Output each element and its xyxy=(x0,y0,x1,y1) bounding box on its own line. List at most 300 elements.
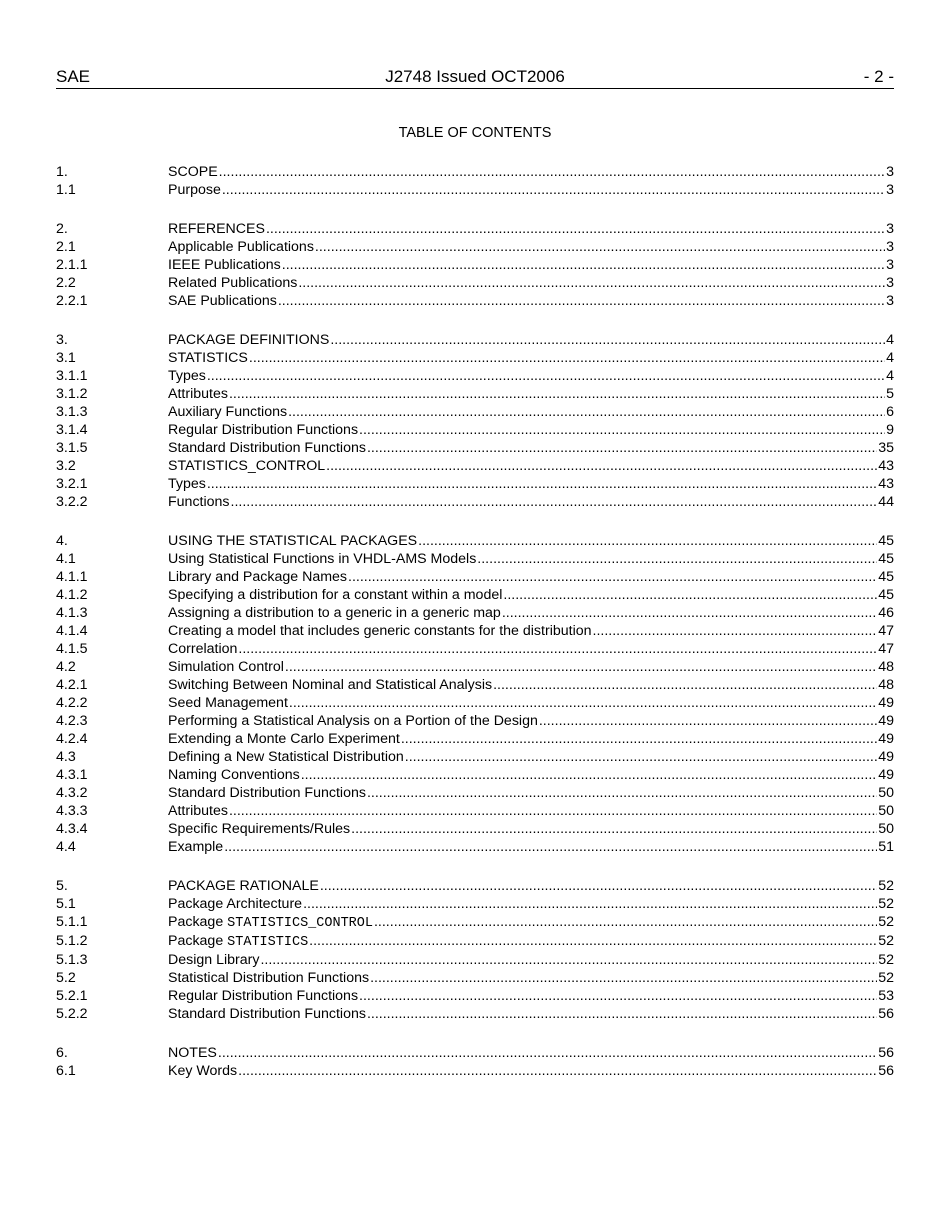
toc-page-number: 49 xyxy=(878,713,894,729)
toc-section xyxy=(56,163,894,199)
toc-dot-leader xyxy=(303,895,877,913)
toc-page-number: 35 xyxy=(878,440,894,456)
toc-page-number: 6 xyxy=(886,404,894,420)
toc-entry[interactable] xyxy=(56,586,894,604)
toc-entry-title xyxy=(168,220,265,238)
toc-entry-title xyxy=(168,550,476,568)
toc-section-number: 3.2 xyxy=(56,458,76,474)
toc-entry-line xyxy=(168,1062,894,1080)
toc-dot-leader xyxy=(238,1062,877,1080)
toc-section-number: 3.1.1 xyxy=(56,368,88,384)
toc-entry-line xyxy=(168,274,894,292)
toc-entry-title xyxy=(168,457,325,475)
toc-entry[interactable] xyxy=(56,838,894,856)
toc-dot-leader xyxy=(207,475,877,493)
toc-page-number: 45 xyxy=(878,551,894,567)
toc-dot-leader xyxy=(266,220,885,238)
toc-dot-leader xyxy=(278,292,885,310)
toc-page-number: 3 xyxy=(886,221,894,237)
toc-entry[interactable] xyxy=(56,748,894,766)
toc-page-number: 56 xyxy=(878,1006,894,1022)
toc-dot-leader xyxy=(330,331,885,349)
toc-section-number: 5.2.1 xyxy=(56,988,88,1004)
toc-section-number: 4.3 xyxy=(56,749,76,765)
toc-section-number: 4.3.3 xyxy=(56,803,88,819)
toc-section-number: 3. xyxy=(56,332,68,348)
toc-entry-title-text: Design Library xyxy=(168,952,260,968)
toc-section-number: 1. xyxy=(56,164,68,180)
toc-entry-title xyxy=(168,604,501,622)
toc-entry-line xyxy=(168,748,894,766)
toc-entry-title-text: Specifying a distribution for a constant within a model xyxy=(168,587,503,603)
toc-entry[interactable] xyxy=(56,385,894,403)
toc-entry-title-text: NOTES xyxy=(168,1045,217,1061)
toc-entry[interactable] xyxy=(56,1044,894,1062)
toc-dot-leader xyxy=(282,256,885,274)
toc-page-number: 50 xyxy=(878,785,894,801)
toc-section-number: 4.2.4 xyxy=(56,731,88,747)
toc-page-number: 52 xyxy=(878,952,894,968)
toc-page-number: 49 xyxy=(878,695,894,711)
toc-entry-title-text: PACKAGE RATIONALE xyxy=(168,878,319,894)
toc-entry[interactable] xyxy=(56,493,894,511)
toc-entry-line xyxy=(168,181,894,199)
toc-entry-title-text: Standard Distribution Functions xyxy=(168,785,366,801)
toc-entry-line xyxy=(168,403,894,421)
toc-entry-title xyxy=(168,951,259,969)
toc-entry[interactable] xyxy=(56,568,894,586)
toc-dot-leader xyxy=(249,349,885,367)
toc-page-number: 47 xyxy=(878,623,894,639)
toc-section-number: 6.1 xyxy=(56,1063,76,1079)
toc-entry[interactable] xyxy=(56,932,894,951)
toc-page-number: 50 xyxy=(878,821,894,837)
toc-entry-line xyxy=(168,367,894,385)
toc-section-number: 3.1 xyxy=(56,350,76,366)
toc-entry-title-text: Attributes xyxy=(168,803,228,819)
toc-dot-leader xyxy=(326,457,877,475)
toc-entry-title-text: Correlation xyxy=(168,641,238,657)
toc-entry-title xyxy=(168,367,206,385)
toc-dot-leader xyxy=(218,1044,877,1062)
header-organization: SAE xyxy=(56,67,91,86)
toc-entry-title xyxy=(168,838,223,856)
toc-entry-line xyxy=(168,658,894,676)
toc-entry-line xyxy=(168,163,894,181)
toc-section xyxy=(56,220,894,310)
toc-entry-title-text: Standard Distribution Functions xyxy=(168,440,366,456)
toc-entry[interactable] xyxy=(56,640,894,658)
toc-dot-leader xyxy=(374,913,877,931)
toc-entry[interactable] xyxy=(56,951,894,969)
toc-section-number: 5.1.3 xyxy=(56,952,88,968)
toc-dot-leader xyxy=(418,532,877,550)
toc-entry[interactable] xyxy=(56,439,894,457)
toc-entry-title-text: Package xyxy=(168,933,228,949)
toc-entry-line xyxy=(168,932,894,952)
toc-entry[interactable] xyxy=(56,712,894,730)
toc-entry[interactable] xyxy=(56,877,894,895)
toc-page-number: 52 xyxy=(878,970,894,986)
toc-entry[interactable] xyxy=(56,969,894,987)
toc-entry-line xyxy=(168,676,894,694)
toc-entry-line xyxy=(168,951,894,969)
toc-page-number: 52 xyxy=(878,914,894,930)
toc-page-number: 3 xyxy=(886,182,894,198)
toc-entry[interactable] xyxy=(56,457,894,475)
toc-entry-line xyxy=(168,532,894,550)
toc-entry-line xyxy=(168,766,894,784)
toc-entry-title-text: STATISTICS xyxy=(168,350,248,366)
toc-entry-title-text: USING THE STATISTICAL PACKAGES xyxy=(168,533,418,549)
toc-entry-title-text: Statistical Distribution Functions xyxy=(168,970,370,986)
toc-dot-leader xyxy=(222,181,885,199)
toc-entry-title-text: Package xyxy=(168,914,228,930)
toc-entry-title-text: Example xyxy=(168,839,224,855)
toc-entry-line xyxy=(168,820,894,838)
toc-entry-title-text: Performing a Statistical Analysis on a Portion of the Design xyxy=(168,713,538,729)
toc-entry-title xyxy=(168,493,230,511)
toc-entry-line xyxy=(168,895,894,913)
toc-entry-title xyxy=(168,820,350,838)
toc-entry-title-text: Applicable Publications xyxy=(168,239,314,255)
toc-entry[interactable] xyxy=(56,913,894,932)
toc-entry-title xyxy=(168,586,502,604)
toc-dot-leader xyxy=(207,367,885,385)
toc-entry-title xyxy=(168,532,417,550)
toc-entry-title xyxy=(168,766,300,784)
toc-entry-title-text: Assigning a distribution to a generic in a generic map xyxy=(168,605,501,621)
table-of-contents xyxy=(56,163,894,1101)
toc-entry-title-text: Regular Distribution Functions xyxy=(168,988,359,1004)
toc-section-number: 4.3.1 xyxy=(56,767,88,783)
toc-dot-leader xyxy=(367,1005,877,1023)
toc-entry[interactable] xyxy=(56,256,894,274)
toc-page-number: 56 xyxy=(878,1063,894,1079)
toc-page-number: 50 xyxy=(878,803,894,819)
toc-entry-line xyxy=(168,439,894,457)
toc-entry-title xyxy=(168,932,308,952)
toc-dot-leader xyxy=(351,820,877,838)
toc-entry[interactable] xyxy=(56,292,894,310)
toc-entry-line xyxy=(168,604,894,622)
toc-entry[interactable] xyxy=(56,163,894,181)
toc-page-number: 48 xyxy=(878,677,894,693)
toc-entry[interactable] xyxy=(56,987,894,1005)
toc-dot-leader xyxy=(503,586,877,604)
toc-entry[interactable] xyxy=(56,895,894,913)
toc-entry[interactable] xyxy=(56,1005,894,1023)
toc-page-number: 51 xyxy=(878,839,894,855)
toc-entry-title xyxy=(168,748,404,766)
toc-page-number: 52 xyxy=(878,896,894,912)
toc-entry-code: STATISTICS xyxy=(227,935,309,950)
toc-dot-leader xyxy=(405,748,877,766)
toc-entry[interactable] xyxy=(56,331,894,349)
toc-entry-line xyxy=(168,256,894,274)
toc-dot-leader xyxy=(477,550,877,568)
toc-entry[interactable] xyxy=(56,238,894,256)
toc-section-number: 5. xyxy=(56,878,68,894)
toc-dot-leader xyxy=(401,730,877,748)
toc-section-number: 2.1 xyxy=(56,239,76,255)
toc-entry-title xyxy=(168,895,302,913)
toc-section-number: 5.1 xyxy=(56,896,76,912)
toc-entry-title-text: Purpose xyxy=(168,182,221,198)
toc-dot-leader xyxy=(229,802,877,820)
toc-entry-title xyxy=(168,640,237,658)
toc-entry-title-text: Types xyxy=(168,368,206,384)
toc-entry-title-text: Functions xyxy=(168,494,230,510)
toc-page-number: 9 xyxy=(886,422,894,438)
toc-entry[interactable] xyxy=(56,802,894,820)
page-header xyxy=(56,66,894,89)
toc-section-number: 5.2 xyxy=(56,970,76,986)
toc-dot-leader xyxy=(298,274,885,292)
toc-section-number: 4.1 xyxy=(56,551,76,567)
toc-dot-leader xyxy=(370,969,877,987)
toc-entry[interactable] xyxy=(56,220,894,238)
toc-page-number: 4 xyxy=(886,332,894,348)
toc-section-number: 3.1.5 xyxy=(56,440,88,456)
toc-page-number: 3 xyxy=(886,293,894,309)
header-page-number: - 2 - xyxy=(863,67,894,86)
toc-entry-title xyxy=(168,658,284,676)
toc-entry-title-text: Switching Between Nominal and Statistical Analysis xyxy=(168,677,493,693)
toc-entry-title-text: Standard Distribution Functions xyxy=(168,1006,366,1022)
toc-entry-title-text: Using Statistical Functions in VHDL-AMS Models xyxy=(168,551,477,567)
toc-entry-title-text: Defining a New Statistical Distribution xyxy=(168,749,404,765)
toc-entry-line xyxy=(168,913,894,933)
toc-entry[interactable] xyxy=(56,274,894,292)
toc-dot-leader xyxy=(260,951,877,969)
toc-entry-title xyxy=(168,622,592,640)
toc-dot-leader xyxy=(593,622,878,640)
toc-entry-title xyxy=(168,730,400,748)
toc-entry-line xyxy=(168,838,894,856)
toc-page-number: 47 xyxy=(878,641,894,657)
toc-entry-title xyxy=(168,292,277,310)
toc-section xyxy=(56,532,894,856)
toc-entry-title-text: REFERENCES xyxy=(168,221,265,237)
toc-entry-title xyxy=(168,1044,217,1062)
toc-section-number: 1.1 xyxy=(56,182,76,198)
toc-page-number: 45 xyxy=(878,533,894,549)
toc-entry-title-text: PACKAGE DEFINITIONS xyxy=(168,332,330,348)
toc-entry-line xyxy=(168,877,894,895)
toc-page-number: 3 xyxy=(886,239,894,255)
toc-entry[interactable] xyxy=(56,349,894,367)
toc-section-number: 4.2.2 xyxy=(56,695,88,711)
toc-entry-line xyxy=(168,493,894,511)
toc-entry-line xyxy=(168,987,894,1005)
toc-page-number: 45 xyxy=(878,569,894,585)
toc-page-number: 48 xyxy=(878,659,894,675)
toc-entry-title xyxy=(168,421,358,439)
toc-entry-title xyxy=(168,694,288,712)
toc-entry-line xyxy=(168,457,894,475)
toc-entry-line xyxy=(168,421,894,439)
toc-page-number: 3 xyxy=(886,257,894,273)
toc-entry[interactable] xyxy=(56,181,894,199)
toc-entry-title-text: STATISTICS_CONTROL xyxy=(168,458,326,474)
toc-entry-title-text: Extending a Monte Carlo Experiment xyxy=(168,731,400,747)
toc-entry-line xyxy=(168,622,894,640)
toc-page-number: 49 xyxy=(878,731,894,747)
toc-entry-title-text: Regular Distribution Functions xyxy=(168,422,359,438)
toc-entry[interactable] xyxy=(56,532,894,550)
toc-dot-leader xyxy=(493,676,877,694)
toc-entry-line xyxy=(168,640,894,658)
toc-section-number: 2.2 xyxy=(56,275,76,291)
toc-entry-title xyxy=(168,1062,237,1080)
toc-entry-title-text: Types xyxy=(168,476,206,492)
toc-entry-line xyxy=(168,1044,894,1062)
toc-entry[interactable] xyxy=(56,694,894,712)
toc-entry-line xyxy=(168,475,894,493)
toc-entry-line xyxy=(168,568,894,586)
toc-entry-title xyxy=(168,1005,366,1023)
toc-entry-title-text: Simulation Control xyxy=(168,659,284,675)
toc-entry[interactable] xyxy=(56,403,894,421)
toc-section-number: 4. xyxy=(56,533,68,549)
toc-entry-title xyxy=(168,784,366,802)
toc-entry-line xyxy=(168,694,894,712)
toc-entry-title-text: Key Words xyxy=(168,1063,238,1079)
toc-entry-line xyxy=(168,784,894,802)
toc-page-number: 43 xyxy=(878,476,894,492)
toc-section xyxy=(56,1044,894,1080)
toc-dot-leader xyxy=(320,877,877,895)
toc-page-number: 46 xyxy=(878,605,894,621)
toc-entry-title-text: Package Architecture xyxy=(168,896,303,912)
toc-entry-title xyxy=(168,568,347,586)
toc-entry[interactable] xyxy=(56,730,894,748)
toc-section-number: 3.1.2 xyxy=(56,386,88,402)
toc-page-number: 49 xyxy=(878,749,894,765)
toc-page-number: 44 xyxy=(878,494,894,510)
toc-section-number: 3.1.4 xyxy=(56,422,88,438)
toc-dot-leader xyxy=(238,640,877,658)
toc-entry[interactable] xyxy=(56,367,894,385)
toc-page-number: 3 xyxy=(886,275,894,291)
toc-section-number: 2.2.1 xyxy=(56,293,88,309)
toc-entry-line xyxy=(168,586,894,604)
toc-entry-title xyxy=(168,987,358,1005)
toc-entry-title-text: Related Publications xyxy=(168,275,298,291)
toc-section-number: 4.1.4 xyxy=(56,623,88,639)
toc-page-number: 3 xyxy=(886,164,894,180)
toc-section-number: 2. xyxy=(56,221,68,237)
toc-section-number: 4.1.2 xyxy=(56,587,88,603)
toc-entry[interactable] xyxy=(56,676,894,694)
toc-section-number: 4.1.3 xyxy=(56,605,88,621)
toc-entry-line xyxy=(168,730,894,748)
toc-dot-leader xyxy=(229,385,885,403)
toc-section-number: 4.3.2 xyxy=(56,785,88,801)
toc-dot-leader xyxy=(301,766,878,784)
toc-section-number: 3.1.3 xyxy=(56,404,88,420)
toc-entry-line xyxy=(168,238,894,256)
toc-page-number: 49 xyxy=(878,767,894,783)
toc-entry-title xyxy=(168,181,221,199)
toc-section xyxy=(56,331,894,511)
toc-entry-line xyxy=(168,1005,894,1023)
toc-entry-title xyxy=(168,802,228,820)
toc-dot-leader xyxy=(309,932,877,950)
toc-page-number: 4 xyxy=(886,350,894,366)
header-document-id: J2748 Issued OCT2006 xyxy=(385,67,565,86)
toc-entry-title-text: SCOPE xyxy=(168,164,218,180)
toc-entry[interactable] xyxy=(56,1062,894,1080)
toc-entry-title-text: IEEE Publications xyxy=(168,257,281,273)
toc-entry-code: STATISTICS_CONTROL xyxy=(227,916,373,931)
toc-dot-leader xyxy=(224,838,877,856)
toc-entry-title xyxy=(168,969,369,987)
toc-dot-leader xyxy=(231,493,878,511)
toc-section-number: 4.2.1 xyxy=(56,677,88,693)
toc-dot-leader xyxy=(285,658,877,676)
toc-dot-leader xyxy=(367,439,877,457)
toc-entry-title-text: Auxiliary Functions xyxy=(168,404,288,420)
toc-entry-title xyxy=(168,475,206,493)
toc-entry-title xyxy=(168,913,373,933)
toc-section-number: 4.4 xyxy=(56,839,76,855)
toc-section-number: 4.2 xyxy=(56,659,76,675)
toc-entry-title xyxy=(168,403,287,421)
toc-entry[interactable] xyxy=(56,550,894,568)
toc-entry-title xyxy=(168,439,366,457)
toc-dot-leader xyxy=(289,694,877,712)
toc-entry[interactable] xyxy=(56,622,894,640)
toc-dot-leader xyxy=(315,238,885,256)
toc-section-number: 4.3.4 xyxy=(56,821,88,837)
toc-entry[interactable] xyxy=(56,784,894,802)
toc-entry-title-text: SAE Publications xyxy=(168,293,277,309)
toc-entry[interactable] xyxy=(56,475,894,493)
toc-dot-leader xyxy=(539,712,877,730)
toc-section-number: 4.2.3 xyxy=(56,713,88,729)
toc-entry-line xyxy=(168,331,894,349)
toc-entry[interactable] xyxy=(56,658,894,676)
toc-section-number: 6. xyxy=(56,1045,68,1061)
toc-entry[interactable] xyxy=(56,421,894,439)
toc-page-number: 52 xyxy=(878,933,894,949)
toc-entry-title-text: Library and Package Names xyxy=(168,569,348,585)
toc-entry-title xyxy=(168,163,218,181)
toc-section-number: 3.2.2 xyxy=(56,494,88,510)
toc-entry[interactable] xyxy=(56,766,894,784)
toc-entry-line xyxy=(168,802,894,820)
toc-page-number: 45 xyxy=(878,587,894,603)
toc-section-number: 5.1.2 xyxy=(56,933,88,949)
toc-entry-line xyxy=(168,550,894,568)
toc-entry[interactable] xyxy=(56,820,894,838)
toc-entry[interactable] xyxy=(56,604,894,622)
toc-section-number: 3.2.1 xyxy=(56,476,88,492)
toc-dot-leader xyxy=(348,568,877,586)
toc-entry-title-text: Seed Management xyxy=(168,695,288,711)
toc-page-number: 56 xyxy=(878,1045,894,1061)
toc-dot-leader xyxy=(219,163,885,181)
toc-entry-title xyxy=(168,238,314,256)
toc-section-number: 2.1.1 xyxy=(56,257,88,273)
toc-section-number: 4.1.1 xyxy=(56,569,88,585)
toc-entry-title xyxy=(168,274,297,292)
toc-entry-line xyxy=(168,292,894,310)
toc-entry-title xyxy=(168,256,281,274)
toc-entry-title-text: Creating a model that includes generic constants for the distribution xyxy=(168,623,592,639)
